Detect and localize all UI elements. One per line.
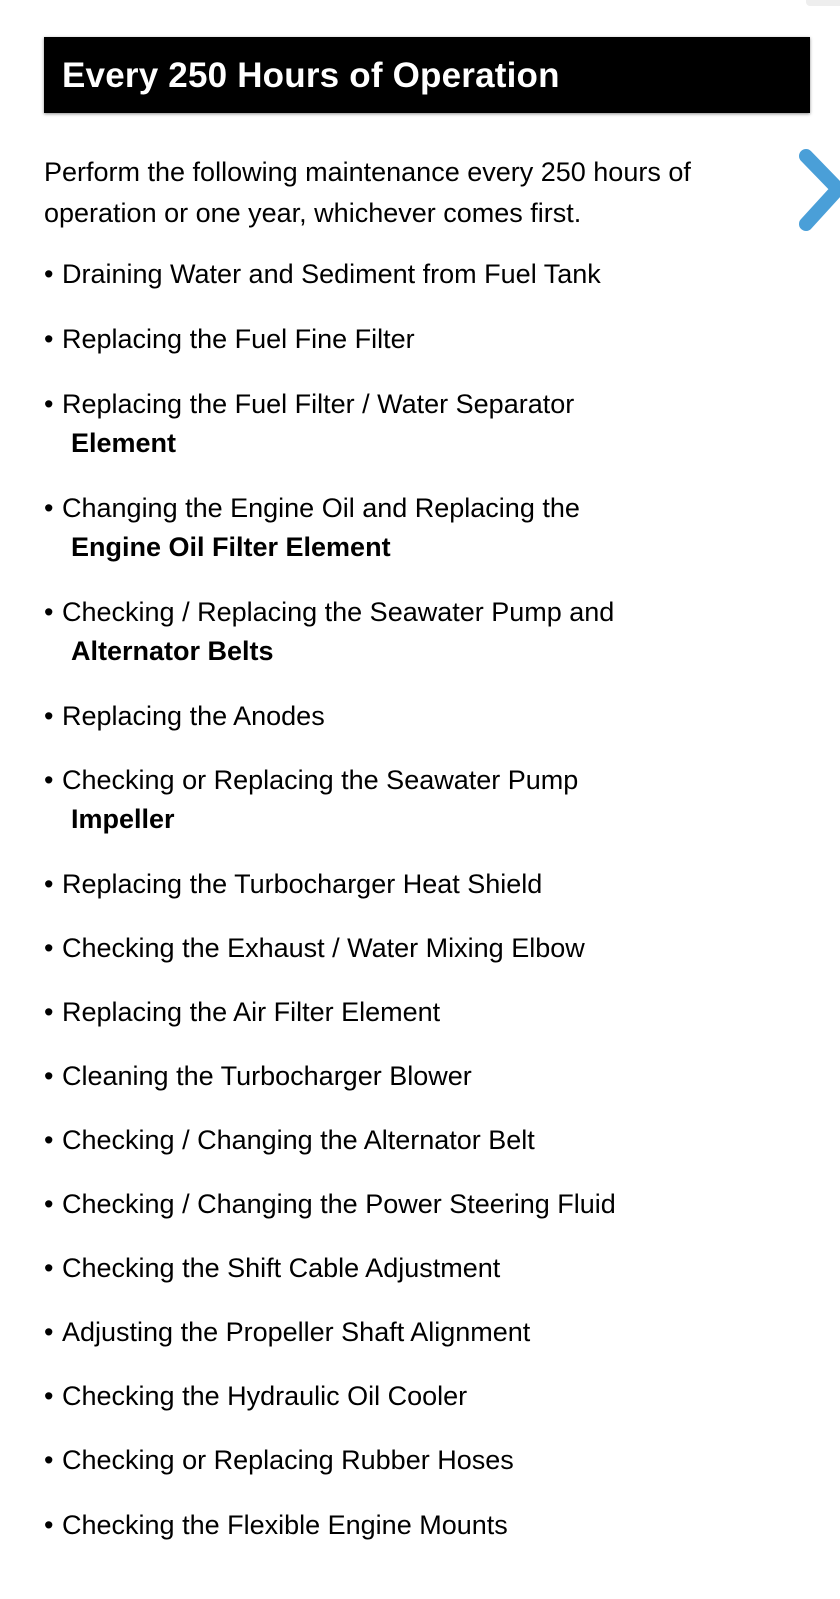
list-item bbox=[44, 320, 774, 359]
list-item-text: Checking the Flexible Engine Mounts bbox=[62, 1510, 508, 1540]
list-item-text: Checking / Changing the Power Steering Fluid bbox=[62, 1189, 616, 1219]
list-item-text: Checking or Replacing the Seawater Pump bbox=[62, 765, 579, 795]
list-item bbox=[44, 1313, 774, 1352]
list-item bbox=[44, 1121, 774, 1160]
bullet-icon: • bbox=[44, 1381, 54, 1411]
list-item-text: Replacing the Fuel Fine Filter bbox=[62, 324, 415, 354]
list-item bbox=[44, 385, 774, 463]
bullet-icon: • bbox=[44, 1317, 54, 1347]
list-item bbox=[44, 993, 774, 1032]
list-item-text: Replacing the Fuel Filter / Water Separator bbox=[62, 389, 575, 419]
list-item bbox=[44, 761, 774, 839]
chevron-right-icon[interactable] bbox=[796, 146, 840, 242]
list-item bbox=[44, 929, 774, 968]
bullet-icon: • bbox=[44, 389, 54, 419]
bullet-icon: • bbox=[44, 493, 54, 523]
list-item-text: Replacing the Air Filter Element bbox=[62, 997, 441, 1027]
bullet-icon: • bbox=[44, 701, 54, 731]
list-item-text: Checking the Shift Cable Adjustment bbox=[62, 1253, 501, 1283]
corner-tab bbox=[806, 0, 840, 6]
intro-paragraph: Perform the following maintenance every 250 hours of operation or one year, whichever comes first. bbox=[44, 157, 691, 228]
bullet-icon: • bbox=[44, 1445, 54, 1475]
bullet-icon: • bbox=[44, 324, 54, 354]
list-item-text: Cleaning the Turbocharger Blower bbox=[62, 1061, 472, 1091]
bullet-icon: • bbox=[44, 259, 54, 289]
list-item-text: Draining Water and Sediment from Fuel Tank bbox=[62, 259, 601, 289]
list-item-text: Changing the Engine Oil and Replacing the bbox=[62, 493, 580, 523]
section-header bbox=[44, 37, 810, 113]
list-item bbox=[44, 1377, 774, 1416]
list-item-text: Replacing the Turbocharger Heat Shield bbox=[62, 869, 543, 899]
list-item-continuation: Element bbox=[71, 428, 177, 458]
list-item bbox=[44, 1506, 774, 1545]
bullet-icon: • bbox=[44, 1061, 54, 1091]
list-item bbox=[44, 1249, 774, 1288]
list-item-continuation: Alternator Belts bbox=[71, 636, 274, 666]
list-item bbox=[44, 865, 774, 904]
list-item bbox=[44, 489, 774, 567]
list-item-text: Checking / Changing the Alternator Belt bbox=[62, 1125, 535, 1155]
list-item-continuation: Impeller bbox=[71, 804, 175, 834]
bullet-icon: • bbox=[44, 1189, 54, 1219]
list-item-text: Checking / Replacing the Seawater Pump and bbox=[62, 597, 615, 627]
list-item-text: Checking the Exhaust / Water Mixing Elbow bbox=[62, 933, 585, 963]
list-item-text: Checking the Hydraulic Oil Cooler bbox=[62, 1381, 468, 1411]
list-item bbox=[44, 593, 774, 671]
bullet-icon: • bbox=[44, 1510, 54, 1540]
bullet-icon: • bbox=[44, 765, 54, 795]
list-item bbox=[44, 1185, 774, 1224]
list-item-text: Adjusting the Propeller Shaft Alignment bbox=[62, 1317, 531, 1347]
list-item-text: Checking or Replacing Rubber Hoses bbox=[62, 1445, 514, 1475]
list-item bbox=[44, 697, 774, 736]
bullet-icon: • bbox=[44, 933, 54, 963]
page-title: Every 250 Hours of Operation bbox=[62, 55, 560, 95]
list-item bbox=[44, 255, 774, 294]
list-item-text: Replacing the Anodes bbox=[62, 701, 325, 731]
bullet-icon: • bbox=[44, 997, 54, 1027]
list-item bbox=[44, 1441, 774, 1480]
list-item-continuation: Engine Oil Filter Element bbox=[71, 532, 391, 562]
bullet-icon: • bbox=[44, 1253, 54, 1283]
bullet-icon: • bbox=[44, 1125, 54, 1155]
bullet-icon: • bbox=[44, 597, 54, 627]
list-item bbox=[44, 1057, 774, 1096]
bullet-icon: • bbox=[44, 869, 54, 899]
